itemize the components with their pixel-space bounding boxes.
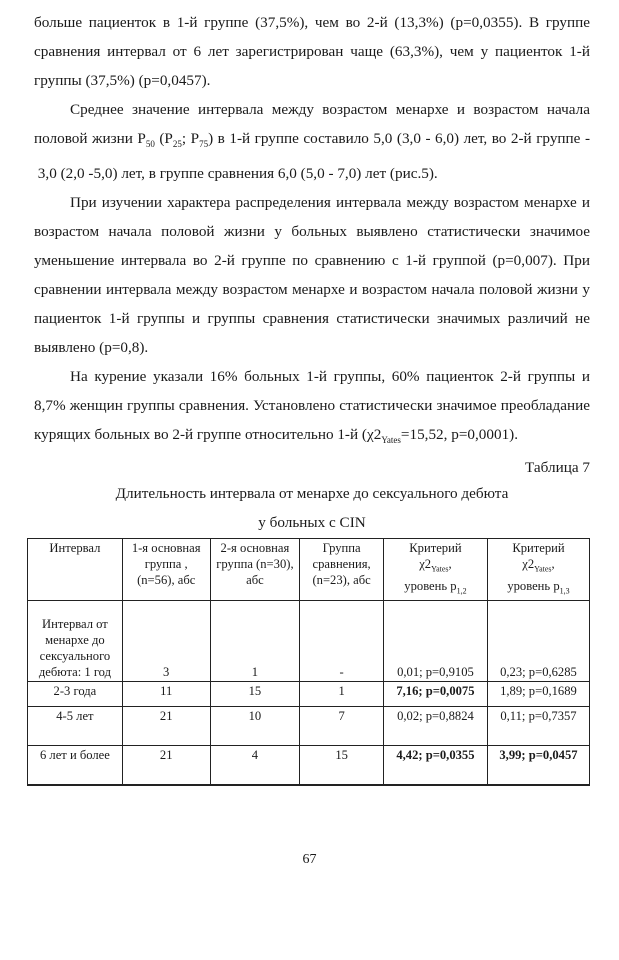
table-row	[28, 601, 590, 682]
paragraph-4: На курение указали 16% больных 1-й группы, 60% пациенток 2-й группы и 8,7% женщин группы сравнения. Установлено статистически значимое преобладание курящих больных во 2-й группе относительно 1-й ($\chi 2_{Yates}=15,52$, р=0,0001).	[34, 368, 590, 446]
cell-group-2: 1	[210, 601, 300, 682]
page-number: 67	[302, 852, 317, 867]
header-group-2: 2-я основная группа (n=30), абс	[210, 539, 300, 601]
cell-group-2: 15	[210, 682, 300, 707]
table-row	[28, 746, 590, 786]
cell-criterion-1-2: 0,02; р=0,8824	[383, 707, 487, 746]
cell-criterion-1-3: 0,23; р=0,6285	[487, 601, 589, 682]
data-table	[27, 538, 590, 786]
header-interval: Интервал	[28, 539, 123, 601]
cell-group-1: 21	[122, 746, 210, 786]
table-header-row	[28, 539, 590, 601]
row-label: 2-3 года	[28, 682, 123, 707]
header-criterion-1-3: Критерий $\chi 2_{Yates}$, уровень $p_{1,3}$	[487, 539, 589, 601]
cell-group-1: 21	[122, 707, 210, 746]
table-title-line-1: Длительность интервала от менархе до сексуального дебюта	[115, 485, 509, 503]
table-title-line-2: у больных с CIN	[258, 514, 366, 532]
document-page	[34, 8, 590, 786]
table-row	[28, 707, 590, 746]
cell-group-3: 15	[300, 746, 384, 786]
cell-group-2: 4	[210, 746, 300, 786]
cell-group-3: 7	[300, 707, 384, 746]
row-label: 4-5 лет	[28, 707, 123, 746]
cell-group-3: 1	[300, 682, 384, 707]
table-row	[28, 682, 590, 707]
cell-group-1: 3	[122, 601, 210, 682]
row-label: Интервал от менархе до сексуального дебюта: 1 год	[28, 601, 123, 682]
cell-criterion-1-2: 0,01; р=0,9105	[383, 601, 487, 682]
table-number: Таблица 7	[525, 459, 590, 477]
cell-criterion-1-2: 4,42; р=0,0355	[383, 746, 487, 786]
cell-group-2: 10	[210, 707, 300, 746]
cell-criterion-1-3: 0,11; р=0,7357	[487, 707, 589, 746]
header-group-3: Группа сравнения, (n=23), абс	[300, 539, 384, 601]
header-criterion-1-2: Критерий $\chi 2_{Yates}$, уровень $p_{1,2}$	[383, 539, 487, 601]
row-label: 6 лет и более	[28, 746, 123, 786]
paragraph-2: Среднее значение интервала между возрастом менархе и возрастом начала половой жизни $P_{50}$ ($P_{25}$; $P_{75}$) в 1-й группе составило 5,0 (3,0 - 6,0) лет, во 2-й группе - 3,0 (2,0 -5,0) лет, в группе сравнения 6,0 (5,0 - 7,0) лет (рис.5).	[34, 101, 590, 183]
cell-criterion-1-3: 3,99; р=0,0457	[487, 746, 589, 786]
cell-criterion-1-2: 7,16; р=0,0075	[383, 682, 487, 707]
paragraph-3: При изучении характера распределения интервала между возрастом менархе и возрастом начала половой жизни у больных выявлено статистически значимое уменьшение интервала во 2-й группе по сравнению с 1-й группой (р=0,007). При сравнении интервала между возрастом менархе и возрастом начала половой жизни у пациенток 1-й группы и группы сравнения статистически значимых различий не выявлено (р=0,8).	[34, 194, 590, 357]
cell-criterion-1-3: 1,89; р=0,1689	[487, 682, 589, 707]
cell-group-3: -	[300, 601, 384, 682]
cell-group-1: 11	[122, 682, 210, 707]
paragraph-1: больше пациенток в 1-й группе (37,5%), чем во 2-й (13,3%) (р=0,0355). В группе сравнения интервал от 6 лет зарегистрирован чаще (63,3%), чем у пациенток 1-й группы (37,5%) (р=0,0457).	[34, 14, 590, 89]
header-group-1: 1-я основная группа , (n=56), абс	[122, 539, 210, 601]
